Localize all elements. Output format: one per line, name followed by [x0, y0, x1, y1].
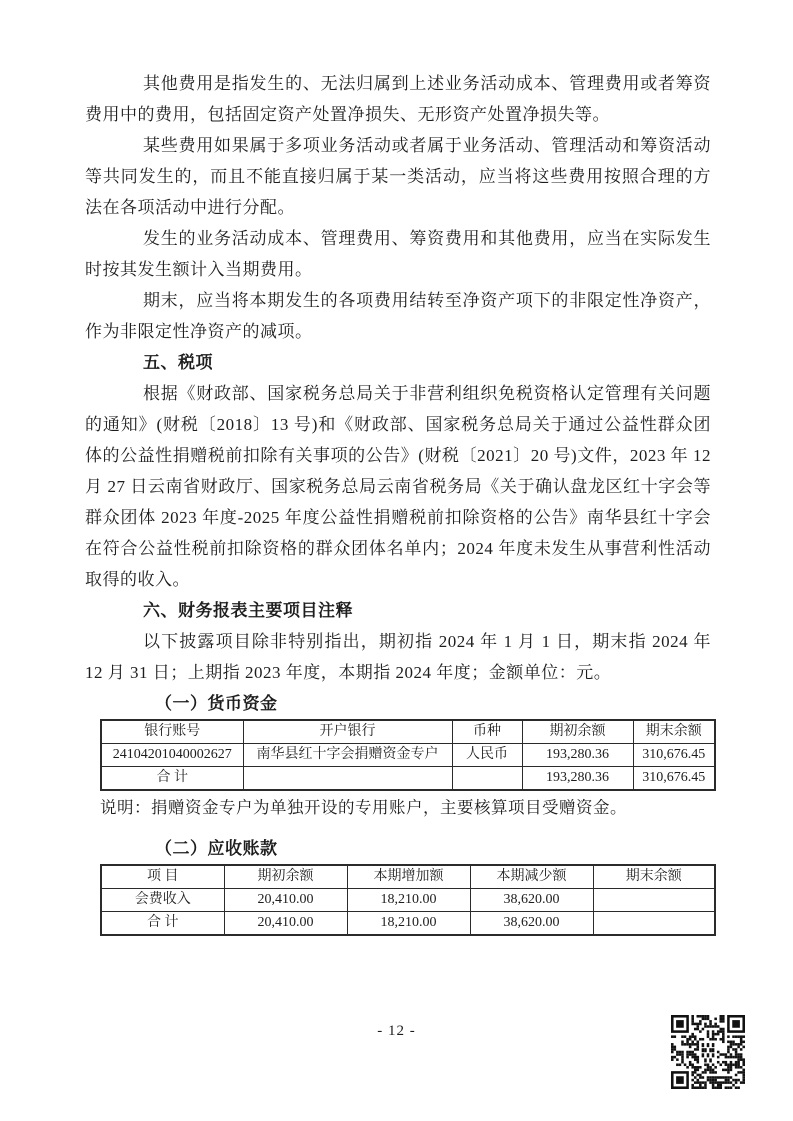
table-cell: 会费收入	[101, 889, 224, 912]
table-cell: 合 计	[101, 912, 224, 936]
table-cell: 193,280.36	[522, 767, 633, 791]
table-cell: 310,676.45	[633, 744, 715, 767]
table-cell: 南华县红十字会捐赠资金专户	[243, 744, 452, 767]
column-header: 期初余额	[522, 720, 633, 744]
table-cell	[593, 889, 715, 912]
table-cell: 310,676.45	[633, 767, 715, 791]
column-header: 银行账号	[101, 720, 243, 744]
column-header: 项 目	[101, 865, 224, 889]
column-header: 期末余额	[633, 720, 715, 744]
table-cell	[243, 767, 452, 791]
table-cell: 18,210.00	[347, 889, 470, 912]
paragraph-expense-recognition: 发生的业务活动成本、管理费用、筹资费用和其他费用，应当在实际发生时按其发生额计入当期费用。	[85, 229, 711, 279]
table-cell: 20,410.00	[224, 912, 347, 936]
column-header: 期末余额	[593, 865, 715, 889]
table-cell: 18,210.00	[347, 912, 470, 936]
table-cell: 20,410.00	[224, 889, 347, 912]
monetary-funds-table	[100, 719, 716, 791]
column-header: 本期增加额	[347, 865, 470, 889]
table-row	[101, 912, 715, 936]
table-row	[101, 744, 715, 767]
table-header-row	[101, 865, 715, 889]
heading-sub-1-monetary-funds: （一）货币资金	[155, 694, 278, 713]
table-cell: 人民币	[452, 744, 522, 767]
paragraph-disclosure-basis: 以下披露项目除非特别指出，期初指 2024 年 1 月 1 日，期末指 2024 年 12 月 31 日；上期指 2023 年度，本期指 2024 年度；金额单位：元。	[85, 632, 711, 682]
column-header: 开户银行	[243, 720, 452, 744]
paragraph-other-expenses: 其他费用是指发生的、无法归属到上述业务活动成本、管理费用或者筹资费用中的费用，包括固定资产处置净损失、无形资产处置净损失等。	[85, 74, 711, 124]
table-cell	[452, 767, 522, 791]
column-header: 本期减少额	[470, 865, 593, 889]
receivables-table	[100, 864, 716, 936]
paragraph-shared-expenses-allocation: 某些费用如果属于多项业务活动或者属于业务活动、管理活动和筹资活动等共同发生的，而且不能直接归属于某一类活动，应当将这些费用按照合理的方法在各项活动中进行分配。	[85, 136, 711, 217]
table-cell	[593, 912, 715, 936]
paragraph-tax-exemption: 根据《财政部、国家税务总局关于非营利组织免税资格认定管理有关问题的通知》(财税〔2018〕13 号)和《财政部、国家税务总局关于通过公益性群众团体的公益性捐赠税前扣除有关事项的公告》(财税〔2021〕20 号)文件，2023 年 12 月 27 日云南省财政厅、国家税务总局云南省税务局《关于确认盘龙区红十字会等群众团体 2023 年度-2025 年度公益性捐赠税前扣除资格的公告》南华县红十字会在符合公益性税前扣除资格的群众团体名单内；2024 年度未发生从事营利性活动取得的收入。	[85, 384, 711, 589]
column-header: 期初余额	[224, 865, 347, 889]
heading-sub-2-receivables: （二）应收账款	[155, 839, 278, 858]
heading-section-5-tax: 五、税项	[143, 353, 213, 372]
table-cell: 24104201040002627	[101, 744, 243, 767]
table-cell: 合 计	[101, 767, 243, 791]
qr-code	[671, 1013, 745, 1091]
heading-section-6-notes: 六、财务报表主要项目注释	[143, 601, 353, 620]
qr-code-image	[671, 1013, 745, 1091]
document-body	[85, 68, 711, 936]
table-row	[101, 889, 715, 912]
monetary-funds-note: 说明：捐赠资金专户为单独开设的专用账户，主要核算项目受赠资金。	[100, 798, 627, 817]
table-cell: 38,620.00	[470, 889, 593, 912]
page-number: - 12 -	[377, 1023, 416, 1039]
table-cell: 38,620.00	[470, 912, 593, 936]
paragraph-period-end-transfer: 期末，应当将本期发生的各项费用结转至净资产项下的非限定性净资产，作为非限定性净资产的减项。	[85, 291, 711, 341]
table-header-row	[101, 720, 715, 744]
table-row	[101, 767, 715, 791]
table-cell: 193,280.36	[522, 744, 633, 767]
column-header: 币种	[452, 720, 522, 744]
